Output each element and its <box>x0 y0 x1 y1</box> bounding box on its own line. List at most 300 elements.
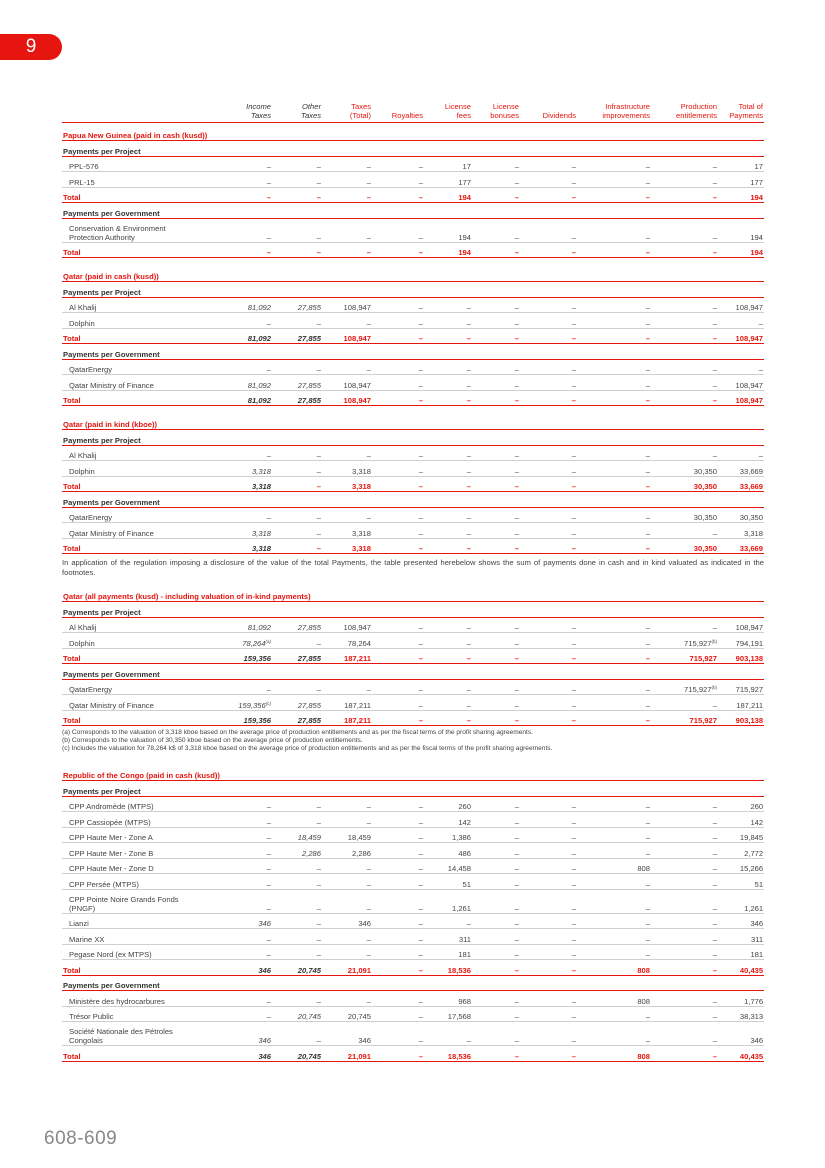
total-value: – <box>651 187 718 203</box>
value-text: 78,264 <box>242 638 266 648</box>
total-value: 40,435 <box>718 1046 764 1062</box>
value-text: – <box>266 996 271 1006</box>
value-text: – <box>514 934 519 944</box>
total-value: – <box>424 538 472 554</box>
value-text: – <box>712 528 717 538</box>
value-text: 715,927 <box>735 685 764 694</box>
value-cell <box>424 313 472 329</box>
total-value: – <box>472 476 520 492</box>
value-cell <box>222 695 272 711</box>
value-cell <box>272 523 322 539</box>
row-label: CPP Haute Mer - Zone D <box>62 858 222 874</box>
footnote-ref: (b) <box>711 638 717 644</box>
total-label: Total <box>62 476 222 492</box>
value-cell <box>372 874 424 890</box>
table-row <box>62 172 764 188</box>
value-cell <box>372 218 424 242</box>
total-value: – <box>651 960 718 976</box>
value-cell <box>718 944 764 960</box>
value-cell <box>577 812 651 828</box>
value-text: – <box>316 864 321 873</box>
total-value: – <box>520 960 577 976</box>
total-value: 40,435 <box>718 960 764 976</box>
value-cell <box>322 913 372 929</box>
total-value: 27,855 <box>272 648 322 664</box>
payments-table-congo <box>62 763 764 1062</box>
total-value: 21,091 <box>322 960 372 976</box>
value-text: – <box>466 513 471 522</box>
intro-paragraph: In application of the regulation imposing a disclosure of the value of the total Payments, the table presented herebelow shows the sum of payments done in cash and in kind valuated as indicated in the footnotes. <box>62 558 764 577</box>
value-text: 14,458 <box>447 864 471 873</box>
value-text: – <box>571 685 576 694</box>
value-cell <box>322 375 372 391</box>
value-text: 3,318 <box>351 466 371 476</box>
row-label: Dolphin <box>62 313 222 329</box>
block-heading: Payments per Project <box>62 430 764 446</box>
total-value: – <box>520 648 577 664</box>
value-cell <box>322 1022 372 1046</box>
value-text: – <box>418 996 423 1006</box>
value-cell <box>577 375 651 391</box>
value-cell <box>372 796 424 812</box>
value-text: – <box>266 879 271 889</box>
value-cell <box>577 461 651 477</box>
payments-report <box>62 98 764 1062</box>
value-text: – <box>418 380 423 390</box>
value-text: – <box>514 451 519 460</box>
row-label: QatarEnergy <box>62 679 222 695</box>
row-label: Dolphin <box>62 633 222 649</box>
value-cell <box>520 843 577 859</box>
value-text: 1,386 <box>451 833 471 842</box>
column-header: Royalties <box>391 111 423 120</box>
total-value: 715,927 <box>651 648 718 664</box>
value-text: – <box>366 903 371 913</box>
value-text: 3,318 <box>251 528 271 538</box>
value-text: – <box>466 303 471 312</box>
column-header-blank <box>62 98 222 123</box>
value-text: – <box>366 162 371 171</box>
total-value: – <box>520 328 577 344</box>
value-cell <box>424 929 472 945</box>
value-cell <box>272 445 322 461</box>
value-cell <box>472 827 520 843</box>
value-cell <box>322 929 372 945</box>
total-value: 346 <box>222 1046 272 1062</box>
value-cell <box>577 827 651 843</box>
value-text: – <box>712 934 717 944</box>
total-value: 3,318 <box>222 538 272 554</box>
value-text: – <box>514 638 519 648</box>
value-cell <box>520 874 577 890</box>
value-cell <box>272 507 322 523</box>
value-cell <box>424 695 472 711</box>
total-value: – <box>372 1046 424 1062</box>
value-text: – <box>366 177 371 187</box>
value-text: 17,568 <box>447 1012 471 1021</box>
total-value: 3,318 <box>222 476 272 492</box>
value-text: – <box>514 513 519 522</box>
total-label: Total <box>62 328 222 344</box>
value-text: – <box>418 623 423 632</box>
value-text: – <box>645 365 650 374</box>
footer-page-range: 608-609 <box>44 1128 118 1149</box>
total-value: 18,536 <box>424 1046 472 1062</box>
value-cell <box>272 617 322 633</box>
value-text: – <box>466 623 471 632</box>
value-cell <box>472 889 520 913</box>
value-cell <box>718 1022 764 1046</box>
value-text: 177 <box>458 177 471 187</box>
value-text: – <box>712 950 717 959</box>
total-row <box>62 960 764 976</box>
value-cell <box>651 445 718 461</box>
value-text: – <box>418 919 423 928</box>
total-value: 715,927 <box>651 710 718 726</box>
table-row <box>62 507 764 523</box>
value-text: – <box>645 623 650 632</box>
value-cell <box>372 313 424 329</box>
value-cell <box>472 297 520 313</box>
value-text: – <box>712 318 717 328</box>
value-cell <box>272 874 322 890</box>
value-cell <box>520 1006 577 1022</box>
value-cell <box>424 796 472 812</box>
footnote: (c) Includes the valuation for 78,264 k$ of 3,318 kboe based on the average price of production entitlements and as per the fiscal terms of the profit sharing agreements. <box>62 745 553 752</box>
value-cell <box>322 445 372 461</box>
section-title-row <box>62 264 764 282</box>
value-text: – <box>316 232 321 242</box>
payments-table-qatar-all <box>62 584 764 726</box>
block-heading-row <box>62 141 764 157</box>
value-text: – <box>514 685 519 694</box>
value-text: – <box>316 919 321 928</box>
value-cell <box>577 944 651 960</box>
total-value: – <box>372 328 424 344</box>
value-text: 2,772 <box>744 848 764 858</box>
value-cell <box>372 445 424 461</box>
value-cell <box>718 843 764 859</box>
total-value: 808 <box>577 1046 651 1062</box>
value-text: – <box>645 162 650 171</box>
value-text: 18,459 <box>347 833 371 842</box>
column-header: Production entitlements <box>676 102 717 120</box>
value-text: – <box>366 879 371 889</box>
value-text: – <box>316 685 321 694</box>
value-cell <box>222 445 272 461</box>
section-title-row <box>62 584 764 602</box>
table-row <box>62 156 764 172</box>
value-text: – <box>316 950 321 959</box>
value-cell <box>651 679 718 695</box>
total-value: – <box>520 476 577 492</box>
value-text: – <box>712 1036 717 1045</box>
value-text: – <box>645 950 650 959</box>
value-text: – <box>645 513 650 522</box>
value-cell <box>372 633 424 649</box>
value-cell <box>222 929 272 945</box>
row-label: CPP Andromède (MTPS) <box>62 796 222 812</box>
total-value: – <box>472 1046 520 1062</box>
value-text: 108,947 <box>343 623 371 632</box>
value-text: – <box>514 380 519 390</box>
value-cell <box>651 889 718 913</box>
value-cell <box>651 991 718 1007</box>
value-cell <box>372 172 424 188</box>
value-text: – <box>366 802 371 811</box>
value-cell <box>520 313 577 329</box>
value-text: 51 <box>754 879 764 889</box>
value-cell <box>472 812 520 828</box>
value-text: – <box>514 1012 519 1021</box>
value-cell <box>718 1006 764 1022</box>
column-header: License fees <box>444 102 471 120</box>
value-cell <box>577 843 651 859</box>
value-text: – <box>418 365 423 374</box>
value-cell <box>472 843 520 859</box>
value-text: – <box>466 919 471 928</box>
total-value: – <box>424 710 472 726</box>
value-text: – <box>418 303 423 312</box>
total-row <box>62 538 764 554</box>
section-title: Qatar (all payments (kusd) - including valuation of in-kind payments) <box>62 584 764 602</box>
row-label: Lianzi <box>62 913 222 929</box>
value-text: – <box>266 232 271 242</box>
value-text: – <box>316 638 321 648</box>
value-text: – <box>418 162 423 171</box>
value-text: – <box>645 232 650 242</box>
value-cell <box>520 633 577 649</box>
value-cell <box>577 218 651 242</box>
value-cell <box>272 929 322 945</box>
value-cell <box>577 172 651 188</box>
value-text: 27,855 <box>297 623 321 632</box>
value-text: – <box>571 318 576 328</box>
value-text: – <box>571 380 576 390</box>
block-heading-row <box>62 344 764 360</box>
value-text: – <box>316 903 321 913</box>
value-text: – <box>712 700 717 710</box>
value-cell <box>718 633 764 649</box>
value-text: – <box>418 833 423 842</box>
total-value: – <box>424 328 472 344</box>
value-cell <box>718 812 764 828</box>
value-cell <box>272 359 322 375</box>
value-text: – <box>514 996 519 1006</box>
value-cell <box>424 297 472 313</box>
value-cell <box>322 827 372 843</box>
value-cell <box>222 1022 272 1046</box>
value-text: – <box>712 380 717 390</box>
value-text: – <box>418 638 423 648</box>
value-text: – <box>418 700 423 710</box>
value-cell <box>424 1006 472 1022</box>
value-text: – <box>418 318 423 328</box>
total-value: – <box>222 242 272 258</box>
value-text: 346 <box>358 919 371 928</box>
footnote-ref: (c) <box>265 700 271 706</box>
value-cell <box>651 929 718 945</box>
value-text: – <box>645 934 650 944</box>
value-text: – <box>571 1036 576 1045</box>
value-text: – <box>645 848 650 858</box>
value-cell <box>718 827 764 843</box>
value-text: – <box>418 1012 423 1021</box>
column-header: Dividends <box>542 111 576 120</box>
value-text: 142 <box>458 817 471 827</box>
value-text: – <box>418 528 423 538</box>
value-text: – <box>571 903 576 913</box>
value-text: 346 <box>750 1036 764 1045</box>
value-text: – <box>316 996 321 1006</box>
value-cell <box>577 679 651 695</box>
value-cell <box>651 359 718 375</box>
value-cell <box>520 679 577 695</box>
value-cell <box>322 633 372 649</box>
value-text: 346 <box>258 919 271 928</box>
value-text: – <box>514 1036 519 1045</box>
value-text: – <box>266 162 271 171</box>
value-text: – <box>571 638 576 648</box>
section-title-row <box>62 763 764 781</box>
total-label: Total <box>62 648 222 664</box>
value-text: 17 <box>462 162 471 171</box>
value-cell <box>718 172 764 188</box>
value-text: – <box>266 513 271 522</box>
value-cell <box>520 507 577 523</box>
total-value: – <box>424 390 472 406</box>
value-cell <box>424 172 472 188</box>
value-cell <box>322 359 372 375</box>
value-cell <box>577 297 651 313</box>
total-label: Total <box>62 960 222 976</box>
value-text: – <box>645 802 650 811</box>
total-value: – <box>577 648 651 664</box>
value-cell <box>718 313 764 329</box>
block-heading: Payments per Project <box>62 781 764 797</box>
block-heading: Payments per Government <box>62 203 764 219</box>
table-row <box>62 633 764 649</box>
total-value: 159,356 <box>222 648 272 664</box>
total-value: – <box>222 187 272 203</box>
block-heading: Payments per Government <box>62 492 764 508</box>
total-value: 27,855 <box>272 328 322 344</box>
value-cell <box>322 679 372 695</box>
total-value: 3,318 <box>322 538 372 554</box>
section-title: Republic of the Congo (paid in cash (kusd)) <box>62 763 764 781</box>
value-cell <box>372 812 424 828</box>
table-row <box>62 812 764 828</box>
value-cell <box>272 812 322 828</box>
section-title-row <box>62 123 764 141</box>
value-text: – <box>571 528 576 538</box>
value-text: 181 <box>458 950 471 959</box>
value-cell <box>577 633 651 649</box>
total-value: – <box>372 187 424 203</box>
value-cell <box>372 523 424 539</box>
value-cell <box>372 156 424 172</box>
row-label: CPP Haute Mer - Zone A <box>62 827 222 843</box>
value-cell <box>718 889 764 913</box>
value-text: 808 <box>637 864 650 873</box>
table-row <box>62 445 764 461</box>
value-text: – <box>316 318 321 328</box>
value-cell <box>222 827 272 843</box>
value-cell <box>322 843 372 859</box>
value-text: 51 <box>462 879 471 889</box>
column-header: Income Taxes <box>246 102 271 120</box>
total-row <box>62 187 764 203</box>
total-value: 18,536 <box>424 960 472 976</box>
value-text: – <box>366 817 371 827</box>
value-cell <box>424 507 472 523</box>
value-cell <box>718 461 764 477</box>
total-value: – <box>520 187 577 203</box>
value-text: 81,092 <box>247 380 271 390</box>
value-cell <box>520 889 577 913</box>
column-header: Total of Payments <box>729 102 763 120</box>
value-cell <box>651 507 718 523</box>
block-heading-row <box>62 975 764 991</box>
total-value: – <box>651 1046 718 1062</box>
value-text: – <box>514 848 519 858</box>
table-row <box>62 679 764 695</box>
value-cell <box>322 617 372 633</box>
value-cell <box>577 156 651 172</box>
value-text: – <box>712 919 717 928</box>
value-text: 346 <box>258 1036 271 1045</box>
value-text: 30,350 <box>693 513 717 522</box>
value-cell <box>472 218 520 242</box>
value-cell <box>424 617 472 633</box>
value-cell <box>520 991 577 1007</box>
row-label: Qatar Ministry of Finance <box>62 695 222 711</box>
value-text: – <box>571 919 576 928</box>
value-text: – <box>645 638 650 648</box>
value-cell <box>372 461 424 477</box>
value-cell <box>424 858 472 874</box>
value-cell <box>577 313 651 329</box>
total-value: – <box>322 187 372 203</box>
value-text: – <box>316 817 321 827</box>
value-cell <box>272 858 322 874</box>
value-cell <box>718 445 764 461</box>
value-text: – <box>571 996 576 1006</box>
total-value: – <box>577 476 651 492</box>
value-cell <box>577 889 651 913</box>
table-row <box>62 929 764 945</box>
value-text: 2,286 <box>301 848 321 858</box>
value-text: 194 <box>458 232 471 242</box>
table-row <box>62 843 764 859</box>
value-text: – <box>712 623 717 632</box>
total-value: 33,669 <box>718 476 764 492</box>
row-label: Al Khalij <box>62 617 222 633</box>
value-cell <box>222 507 272 523</box>
value-text: 715,927 <box>684 638 712 648</box>
value-text: – <box>366 950 371 959</box>
total-row <box>62 328 764 344</box>
value-text: – <box>466 451 471 460</box>
value-text: – <box>514 365 519 374</box>
value-text: – <box>571 848 576 858</box>
value-cell <box>577 1022 651 1046</box>
value-cell <box>520 523 577 539</box>
value-cell <box>222 913 272 929</box>
value-cell <box>651 375 718 391</box>
value-text: – <box>418 232 423 242</box>
value-text: – <box>645 318 650 328</box>
